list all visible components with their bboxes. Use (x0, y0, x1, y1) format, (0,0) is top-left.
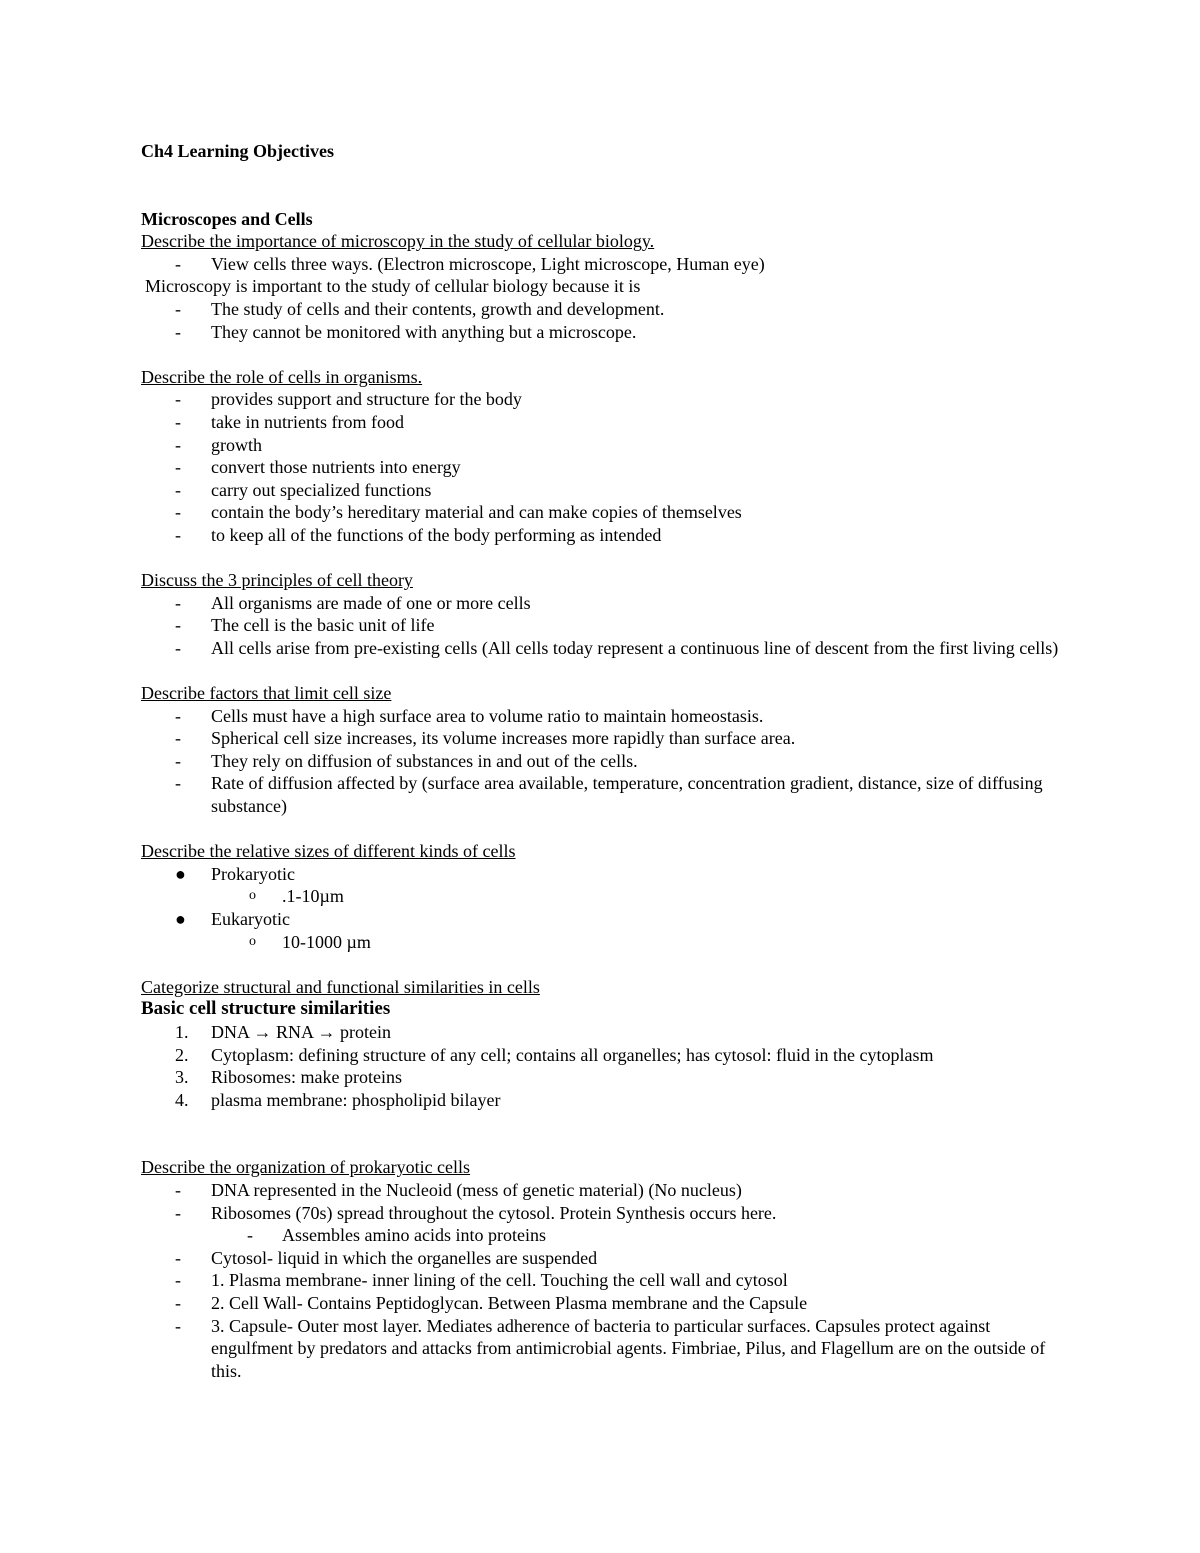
list-item (141, 388, 1060, 411)
subheading: Basic cell structure similarities (141, 998, 391, 1020)
dash-marker: - (175, 615, 181, 636)
number-marker: 4. (175, 1089, 189, 1110)
list-item-text: to keep all of the functions of the body performing as intended (211, 524, 662, 545)
list-item (141, 727, 1060, 750)
dash-marker: - (175, 1247, 181, 1268)
list-item (141, 456, 1060, 479)
list-item-text: Cytoplasm: defining structure of any cell; contains all organelles; has cytosol: fluid in the cytoplasm (211, 1044, 934, 1065)
document-title: Ch4 Learning Objectives (141, 141, 334, 161)
list-item-text: View cells three ways. (Electron microscope, Light microscope, Human eye) (211, 253, 765, 274)
bullet-list (141, 863, 1060, 886)
dash-marker: - (175, 524, 181, 545)
list-item (141, 908, 1060, 931)
spacer (141, 818, 1060, 841)
list-item-text: Rate of diffusion affected by (surface area available, temperature, concentration gradient, distance, size of diffusing substance) (211, 773, 1043, 817)
dash-list (141, 298, 1060, 343)
dash-marker: - (175, 705, 181, 726)
list-item (141, 772, 1060, 817)
objective-heading-cell-theory: Discuss the 3 principles of cell theory (141, 570, 413, 591)
bullet-marker: ● (175, 909, 186, 929)
list-item (141, 524, 1060, 547)
list-item (141, 1224, 1060, 1247)
dash-marker: - (175, 502, 181, 523)
objective-heading-similarities: Categorize structural and functional similarities in cells (141, 976, 540, 997)
number-marker: 2. (175, 1044, 189, 1065)
circle-list (141, 931, 1060, 954)
dash-marker: - (175, 1292, 181, 1313)
objective-heading-relative-sizes: Describe the relative sizes of different kinds of cells (141, 841, 516, 862)
list-item-text: take in nutrients from food (211, 411, 404, 432)
spacer (141, 953, 1060, 976)
bullet-marker: ● (175, 863, 186, 884)
dash-marker: - (247, 1225, 253, 1246)
list-item-text: The cell is the basic unit of life (211, 615, 435, 636)
list-item-text: Ribosomes: make proteins (211, 1067, 402, 1088)
list-item (141, 885, 1060, 908)
list-item (141, 1269, 1060, 1292)
list-item-text: 10-1000 µm (282, 931, 371, 952)
list-item-text: Assembles amino acids into proteins (282, 1225, 546, 1246)
dash-marker: - (175, 411, 181, 432)
dash-marker: - (175, 1179, 181, 1200)
dash-marker: - (175, 457, 181, 478)
list-item-text: 2. Cell Wall- Contains Peptidoglycan. Between Plasma membrane and the Capsule (211, 1292, 808, 1313)
list-item (141, 321, 1060, 344)
nested-dash-list (141, 1224, 1060, 1247)
list-item-text: Cells must have a high surface area to volume ratio to maintain homeostasis. (211, 705, 764, 726)
list-item-text: Eukaryotic (211, 909, 290, 929)
list-item (141, 434, 1060, 457)
list-item (141, 253, 1060, 276)
list-item (141, 1315, 1060, 1383)
list-item (141, 863, 1060, 886)
list-item (141, 411, 1060, 434)
list-item (141, 592, 1060, 615)
dash-marker: - (175, 321, 181, 342)
list-item-text: They cannot be monitored with anything but a microscope. (211, 321, 637, 342)
spacer (141, 1111, 1060, 1156)
objective-heading-prokaryotic-organization: Describe the organization of prokaryotic cells (141, 1157, 471, 1178)
dash-list (141, 705, 1060, 818)
list-item-text: They rely on diffusion of substances in and out of the cells. (211, 750, 638, 771)
list-item-text: 1. Plasma membrane- inner lining of the cell. Touching the cell wall and cytosol (211, 1270, 788, 1291)
list-item (141, 298, 1060, 321)
list-item-text: All cells arise from pre-existing cells (All cells today represent a continuous line of descent from the first living cells) (211, 637, 1059, 658)
list-item-text: growth (211, 434, 262, 455)
list-item-text: All organisms are made of one or more cells (211, 592, 531, 613)
dash-marker: - (175, 298, 181, 319)
list-item (141, 1044, 1060, 1067)
number-marker: 1. (175, 1021, 189, 1042)
list-item-text: The study of cells and their contents, growth and development. (211, 298, 665, 319)
dash-marker: - (175, 728, 181, 749)
dash-marker: - (175, 389, 181, 410)
list-item-text: Cytosol- liquid in which the organelles are suspended (211, 1247, 598, 1268)
dash-marker: - (175, 773, 181, 794)
dash-marker: - (175, 479, 181, 500)
circle-marker: o (249, 933, 256, 949)
circle-marker: o (249, 888, 256, 904)
circle-list (141, 885, 1060, 908)
dash-list (141, 253, 1060, 276)
list-item-text: provides support and structure for the body (211, 389, 522, 410)
spacer (141, 163, 1060, 208)
list-item-text: Spherical cell size increases, its volume increases more rapidly than surface area. (211, 728, 796, 749)
dash-marker: - (175, 637, 181, 658)
dash-marker: - (175, 1202, 181, 1223)
list-item (141, 705, 1060, 728)
list-item (141, 1179, 1060, 1202)
section-heading: Microscopes and Cells (141, 208, 313, 229)
list-item (141, 637, 1060, 660)
list-item (141, 1089, 1060, 1112)
dash-marker: - (175, 592, 181, 613)
objective-heading-cell-size: Describe factors that limit cell size (141, 683, 392, 704)
dash-marker: - (175, 750, 181, 771)
list-item (141, 1021, 1060, 1044)
objective-heading-role-of-cells: Describe the role of cells in organisms. (141, 366, 423, 387)
list-item-text: DNA → RNA → protein (211, 1021, 391, 1042)
list-item (141, 1292, 1060, 1315)
dash-list (141, 1247, 1060, 1383)
list-item-text: convert those nutrients into energy (211, 457, 461, 478)
objective-heading-microscopy: Describe the importance of microscopy in the study of cellular biology. (141, 231, 655, 252)
list-item (141, 479, 1060, 502)
dash-marker: - (175, 253, 181, 274)
dash-list (141, 388, 1060, 546)
list-item (141, 931, 1060, 954)
list-item-text: plasma membrane: phospholipid bilayer (211, 1089, 501, 1110)
list-item-text: DNA represented in the Nucleoid (mess of genetic material) (No nucleus) (211, 1179, 742, 1200)
list-item-text: contain the body’s hereditary material and can make copies of themselves (211, 502, 742, 523)
list-item-text: Ribosomes (70s) spread throughout the cytosol. Protein Synthesis occurs here. (211, 1202, 777, 1223)
list-item-text: 3. Capsule- Outer most layer. Mediates adherence of bacteria to particular surfaces. Capsules protect against engulfment by predators and attacks from antimicrobial agents. Fimbriae, Pilus, and Flagellum are on the outside of this. (211, 1315, 1046, 1381)
paragraph: Microscopy is important to the study of cellular biology because it is (145, 276, 641, 297)
list-item-text: .1-10µm (282, 886, 344, 907)
dash-marker: - (175, 1270, 181, 1291)
dash-list (141, 1179, 1060, 1224)
dash-list (141, 592, 1060, 660)
spacer (141, 343, 1060, 366)
spacer (141, 547, 1060, 570)
spacer (141, 659, 1060, 682)
list-item (141, 1202, 1060, 1225)
number-marker: 3. (175, 1067, 189, 1088)
dash-marker: - (175, 434, 181, 455)
list-item (141, 501, 1060, 524)
numbered-list (141, 1021, 1060, 1111)
list-item (141, 1066, 1060, 1089)
list-item (141, 750, 1060, 773)
bullet-list (141, 908, 1060, 931)
list-item-text: carry out specialized functions (211, 479, 432, 500)
list-item (141, 614, 1060, 637)
list-item (141, 1247, 1060, 1270)
dash-marker: - (175, 1315, 181, 1336)
list-item-text: Prokaryotic (211, 863, 295, 884)
